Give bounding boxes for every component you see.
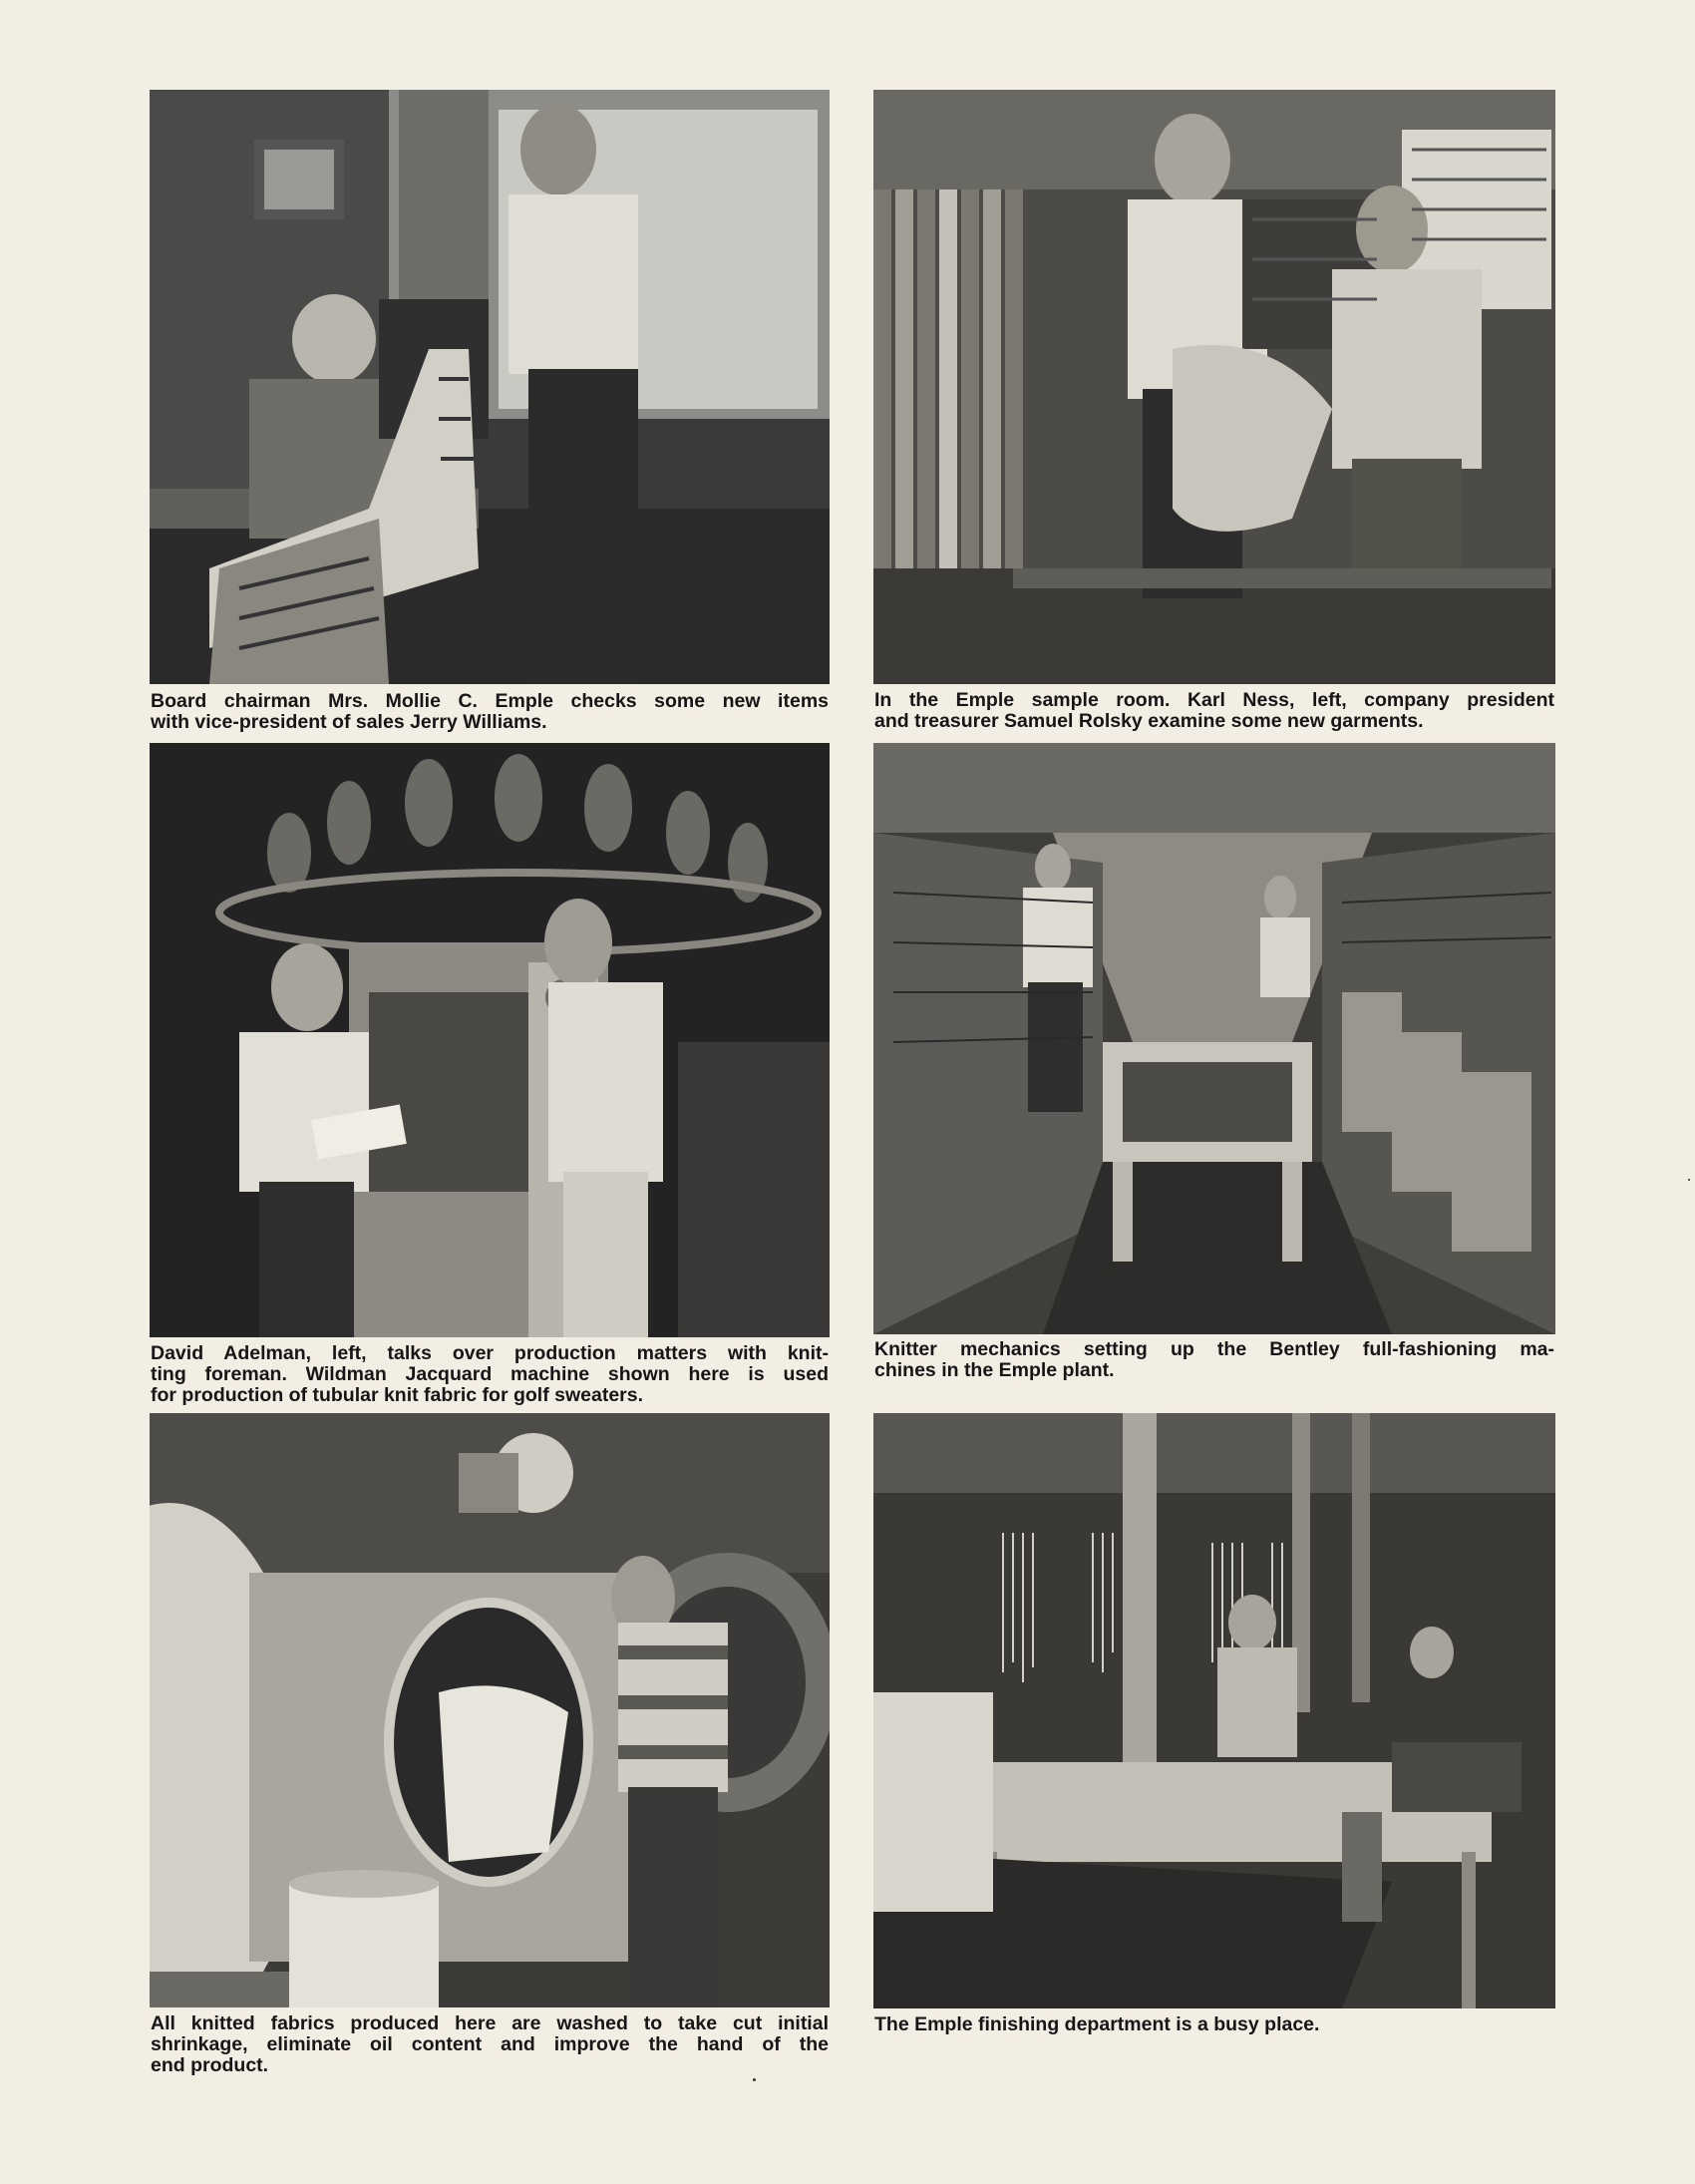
photo-sample-room-image xyxy=(873,90,1555,684)
caption-line: with vice-president of sales Jerry Williams. xyxy=(151,711,547,733)
caption-bentley-machines xyxy=(874,1339,1554,1381)
photo-washing-machine xyxy=(150,1413,830,2007)
caption-line: The Emple finishing department is a busy place. xyxy=(874,2013,1320,2035)
caption-line: for production of tubular knit fabric for golf sweaters. xyxy=(151,1384,644,1406)
caption-line: ting foreman. Wildman Jacquard machine shown here is used xyxy=(151,1363,829,1385)
photo-finishing-department xyxy=(873,1413,1555,2008)
caption-chairman-office xyxy=(151,691,829,733)
caption-line: shrinkage, eliminate oil content and improve the hand of the xyxy=(151,2033,829,2055)
photo-finishing-department-image xyxy=(873,1413,1555,2008)
caption-line: All knitted fabrics produced here are washed to take cut initial xyxy=(151,2012,829,2034)
photo-jacquard-machine-image xyxy=(150,743,830,1337)
photo-bentley-machines xyxy=(873,743,1555,1334)
caption-washing-machine xyxy=(151,2013,829,2076)
photo-chairman-office xyxy=(150,90,830,684)
photo-bentley-machines-image xyxy=(873,743,1555,1334)
photo-washing-machine-image xyxy=(150,1413,830,2007)
photo-jacquard-machine xyxy=(150,743,830,1337)
caption-line: and treasurer Samuel Rolsky examine some new garments. xyxy=(874,710,1424,732)
caption-line: David Adelman, left, talks over production matters with knit- xyxy=(151,1342,829,1364)
print-speck xyxy=(1688,1179,1690,1181)
caption-line: In the Emple sample room. Karl Ness, left, company president xyxy=(874,689,1554,711)
photo-sample-room xyxy=(873,90,1555,684)
caption-line: Knitter mechanics setting up the Bentley full-fashioning ma- xyxy=(874,1338,1554,1360)
photo-chairman-office-image xyxy=(150,90,830,684)
print-speck xyxy=(753,2078,756,2081)
caption-finishing-department xyxy=(874,2014,1554,2035)
caption-line: chines in the Emple plant. xyxy=(874,1359,1115,1381)
caption-sample-room xyxy=(874,690,1554,732)
caption-line: end product. xyxy=(151,2054,269,2076)
caption-jacquard-machine xyxy=(151,1343,829,1406)
caption-line: Board chairman Mrs. Mollie C. Emple checks some new items xyxy=(151,690,829,712)
